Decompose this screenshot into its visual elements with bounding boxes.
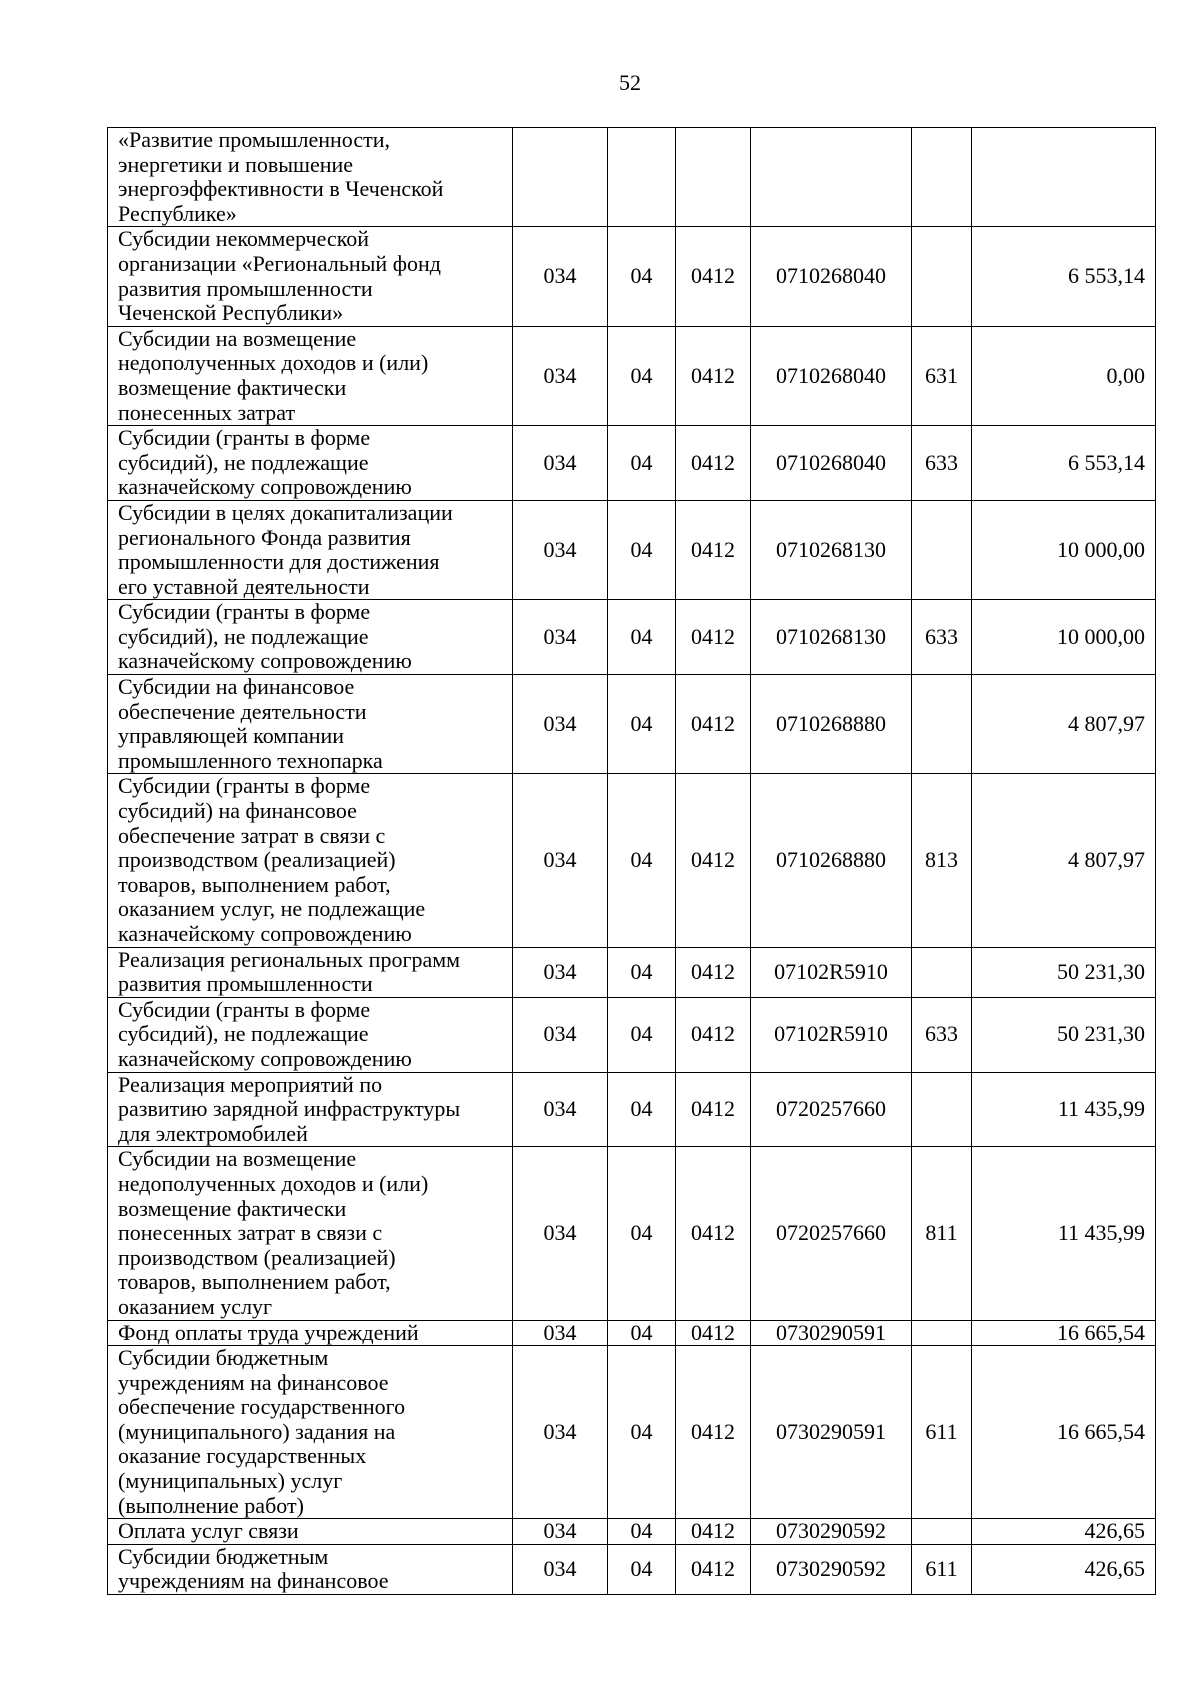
item-name-cell (108, 1519, 513, 1545)
item-name-cell (108, 227, 513, 326)
amount-cell: 50 231,30 (972, 947, 1156, 997)
item-name-line: промышленности для достижения (118, 549, 440, 575)
section-code-cell: 04 (608, 997, 676, 1072)
target-article-cell: 07102R5910 (751, 947, 912, 997)
item-name-line: Реализация региональных программ (118, 946, 461, 972)
item-name-line: возмещение фактически (118, 374, 347, 400)
table-row (108, 500, 1156, 599)
item-name-line: Субсидии (гранты в форме (118, 996, 371, 1022)
expense-type-cell: 611 (912, 1346, 972, 1519)
item-name-line: оказанием услуг (118, 1293, 273, 1319)
item-name-line: Субсидии на возмещение (118, 325, 357, 351)
subsection-code-cell: 0412 (676, 947, 751, 997)
target-article-cell (751, 128, 912, 227)
amount-cell: 6 553,14 (972, 227, 1156, 326)
item-name-cell (108, 1544, 513, 1594)
item-name-line: понесенных затрат в связи с (118, 1220, 383, 1246)
item-name-line: понесенных затрат (118, 399, 296, 425)
section-code-cell: 04 (608, 947, 676, 997)
target-article-cell: 0730290592 (751, 1544, 912, 1594)
subsection-code-cell: 0412 (676, 1320, 751, 1346)
target-article-cell: 0710268040 (751, 326, 912, 425)
table-row (108, 600, 1156, 675)
amount-cell: 11 435,99 (972, 1072, 1156, 1147)
expense-type-cell: 611 (912, 1544, 972, 1594)
section-code-cell: 04 (608, 1346, 676, 1519)
section-code-cell (608, 128, 676, 227)
target-article-cell: 0710268040 (751, 426, 912, 501)
item-name-cell (108, 1346, 513, 1519)
item-name-line: Субсидии (гранты в форме (118, 773, 371, 799)
item-name-line: (муниципального) задания на (118, 1418, 396, 1444)
gr-code-cell: 034 (513, 1147, 608, 1320)
item-name-cell (108, 1320, 513, 1346)
gr-code-cell: 034 (513, 326, 608, 425)
subsection-code-cell: 0412 (676, 1147, 751, 1320)
item-name-line: Субсидии в целях докапитализации (118, 499, 453, 525)
item-name-line: производством (реализацией) (118, 1244, 396, 1270)
target-article-cell: 0730290591 (751, 1320, 912, 1346)
target-article-cell: 0710268130 (751, 600, 912, 675)
subsection-code-cell: 0412 (676, 426, 751, 501)
gr-code-cell: 034 (513, 947, 608, 997)
gr-code-cell: 034 (513, 227, 608, 326)
subsection-code-cell: 0412 (676, 774, 751, 947)
subsection-code-cell: 0412 (676, 1519, 751, 1545)
item-name-line: организации «Региональный фонд (118, 250, 441, 276)
item-name-line: Республике» (118, 200, 237, 226)
gr-code-cell: 034 (513, 426, 608, 501)
item-name-line: Субсидии бюджетным (118, 1543, 329, 1569)
target-article-cell: 0720257660 (751, 1072, 912, 1147)
subsection-code-cell: 0412 (676, 326, 751, 425)
subsection-code-cell: 0412 (676, 500, 751, 599)
item-name-line: субсидий), не подлежащие (118, 449, 369, 475)
item-name-line: товаров, выполнением работ, (118, 871, 391, 897)
section-code-cell: 04 (608, 426, 676, 501)
table-row (108, 1346, 1156, 1519)
target-article-cell: 0720257660 (751, 1147, 912, 1320)
section-code-cell: 04 (608, 500, 676, 599)
item-name-line: для электромобилей (118, 1120, 308, 1146)
item-name-line: обеспечение деятельности (118, 698, 367, 724)
item-name-line: недополученных доходов и (или) (118, 1170, 429, 1196)
item-name-line: казначейскому сопровождению (118, 1045, 412, 1071)
item-name-line: товаров, выполнением работ, (118, 1269, 391, 1295)
target-article-cell: 07102R5910 (751, 997, 912, 1072)
item-name-line: недополученных доходов и (или) (118, 350, 429, 376)
table-row (108, 326, 1156, 425)
item-name-line: производством (реализацией) (118, 847, 396, 873)
table-row (108, 1072, 1156, 1147)
amount-cell: 50 231,30 (972, 997, 1156, 1072)
table-row (108, 947, 1156, 997)
item-name-cell (108, 947, 513, 997)
section-code-cell: 04 (608, 600, 676, 675)
table-row (108, 128, 1156, 227)
gr-code-cell: 034 (513, 1320, 608, 1346)
expense-type-cell (912, 1320, 972, 1346)
target-article-cell: 0710268880 (751, 774, 912, 947)
subsection-code-cell (676, 128, 751, 227)
item-name-line: развития промышленности (118, 971, 373, 997)
amount-cell: 426,65 (972, 1519, 1156, 1545)
section-code-cell: 04 (608, 227, 676, 326)
section-code-cell: 04 (608, 774, 676, 947)
subsection-code-cell: 0412 (676, 1544, 751, 1594)
item-name-line: Субсидии на финансовое (118, 674, 355, 700)
table-row (108, 1544, 1156, 1594)
table-row (108, 675, 1156, 774)
item-name-line: казначейскому сопровождению (118, 648, 412, 674)
table-row (108, 1519, 1156, 1545)
item-name-line: развитию зарядной инфраструктуры (118, 1096, 461, 1122)
table-row (108, 1147, 1156, 1320)
gr-code-cell: 034 (513, 600, 608, 675)
subsection-code-cell: 0412 (676, 997, 751, 1072)
gr-code-cell (513, 128, 608, 227)
item-name-cell (108, 600, 513, 675)
table-row (108, 774, 1156, 947)
item-name-line: казначейскому сопровождению (118, 921, 412, 946)
table-row (108, 997, 1156, 1072)
item-name-cell (108, 426, 513, 501)
section-code-cell: 04 (608, 1147, 676, 1320)
item-name-line: его уставной деятельности (118, 573, 370, 599)
amount-cell: 10 000,00 (972, 600, 1156, 675)
item-name-line: (муниципальных) услуг (118, 1468, 343, 1494)
item-name-line: Субсидии (гранты в форме (118, 425, 371, 451)
item-name-line: энергетики и повышение (118, 151, 354, 177)
item-name-line: управляющей компании (118, 723, 345, 749)
expense-type-cell: 813 (912, 774, 972, 947)
amount-cell: 16 665,54 (972, 1346, 1156, 1519)
item-name-line: субсидий) на финансовое (118, 798, 357, 824)
section-code-cell: 04 (608, 1544, 676, 1594)
subsection-code-cell: 0412 (676, 675, 751, 774)
item-name-line: оказанием услуг, не подлежащие (118, 896, 426, 922)
item-name-line: учреждениям на финансовое (118, 1369, 389, 1395)
expense-type-cell: 633 (912, 600, 972, 675)
expense-type-cell (912, 1519, 972, 1545)
expense-type-cell: 811 (912, 1147, 972, 1320)
expense-type-cell: 633 (912, 997, 972, 1072)
item-name-line: Чеченской Республики» (118, 300, 344, 326)
gr-code-cell: 034 (513, 500, 608, 599)
item-name-cell (108, 128, 513, 227)
item-name-line: (выполнение работ) (118, 1492, 304, 1518)
item-name-line: обеспечение государственного (118, 1394, 406, 1420)
item-name-line: Субсидии (гранты в форме (118, 599, 371, 625)
item-name-line: оказание государственных (118, 1443, 367, 1469)
item-name-line: субсидий), не подлежащие (118, 1021, 369, 1047)
item-name-line: возмещение фактически (118, 1195, 347, 1221)
item-name-line: Реализация мероприятий по (118, 1071, 383, 1097)
expense-type-cell: 633 (912, 426, 972, 501)
item-name-cell (108, 675, 513, 774)
table-row (108, 227, 1156, 326)
subsection-code-cell: 0412 (676, 1072, 751, 1147)
amount-cell: 426,65 (972, 1544, 1156, 1594)
amount-cell: 16 665,54 (972, 1320, 1156, 1346)
amount-cell (972, 128, 1156, 227)
section-code-cell: 04 (608, 1320, 676, 1346)
section-code-cell: 04 (608, 1072, 676, 1147)
amount-cell: 4 807,97 (972, 675, 1156, 774)
item-name-line: «Развитие промышленности, (118, 127, 390, 152)
section-code-cell: 04 (608, 326, 676, 425)
page-number: 52 (619, 70, 641, 95)
gr-code-cell: 034 (513, 774, 608, 947)
item-name-line: регионального Фонда развития (118, 524, 411, 550)
target-article-cell: 0710268130 (751, 500, 912, 599)
item-name-line: Субсидии некоммерческой (118, 226, 370, 252)
item-name-line: Субсидии на возмещение (118, 1146, 357, 1172)
amount-cell: 0,00 (972, 326, 1156, 425)
gr-code-cell: 034 (513, 997, 608, 1072)
subsection-code-cell: 0412 (676, 227, 751, 326)
item-name-line: Оплата услуг связи (118, 1518, 299, 1544)
item-name-line: казначейскому сопровождению (118, 474, 412, 500)
budget-table (107, 127, 1156, 1595)
amount-cell: 4 807,97 (972, 774, 1156, 947)
item-name-cell (108, 1072, 513, 1147)
target-article-cell: 0730290592 (751, 1519, 912, 1545)
section-code-cell: 04 (608, 675, 676, 774)
item-name-line: Субсидии бюджетным (118, 1345, 329, 1371)
subsection-code-cell: 0412 (676, 600, 751, 675)
gr-code-cell: 034 (513, 1544, 608, 1594)
amount-cell: 6 553,14 (972, 426, 1156, 501)
item-name-line: энергоэффективности в Чеченской (118, 176, 444, 202)
item-name-line: развития промышленности (118, 275, 373, 301)
gr-code-cell: 034 (513, 675, 608, 774)
item-name-cell (108, 500, 513, 599)
amount-cell: 11 435,99 (972, 1147, 1156, 1320)
target-article-cell: 0710268040 (751, 227, 912, 326)
item-name-line: обеспечение затрат в связи с (118, 822, 386, 848)
item-name-line: Фонд оплаты труда учреждений (118, 1319, 419, 1345)
amount-cell: 10 000,00 (972, 500, 1156, 599)
item-name-line: субсидий), не подлежащие (118, 623, 369, 649)
expense-type-cell (912, 675, 972, 774)
expense-type-cell (912, 947, 972, 997)
item-name-line: промышленного технопарка (118, 747, 383, 773)
expense-type-cell: 631 (912, 326, 972, 425)
gr-code-cell: 034 (513, 1519, 608, 1545)
expense-type-cell (912, 1072, 972, 1147)
gr-code-cell: 034 (513, 1346, 608, 1519)
target-article-cell: 0730290591 (751, 1346, 912, 1519)
expense-type-cell (912, 500, 972, 599)
table-row (108, 426, 1156, 501)
item-name-cell (108, 326, 513, 425)
table-row (108, 1320, 1156, 1346)
subsection-code-cell: 0412 (676, 1346, 751, 1519)
item-name-line: учреждениям на финансовое (118, 1568, 389, 1594)
item-name-cell (108, 997, 513, 1072)
item-name-cell (108, 1147, 513, 1320)
gr-code-cell: 034 (513, 1072, 608, 1147)
expense-type-cell (912, 227, 972, 326)
target-article-cell: 0710268880 (751, 675, 912, 774)
section-code-cell: 04 (608, 1519, 676, 1545)
expense-type-cell (912, 128, 972, 227)
item-name-cell (108, 774, 513, 947)
